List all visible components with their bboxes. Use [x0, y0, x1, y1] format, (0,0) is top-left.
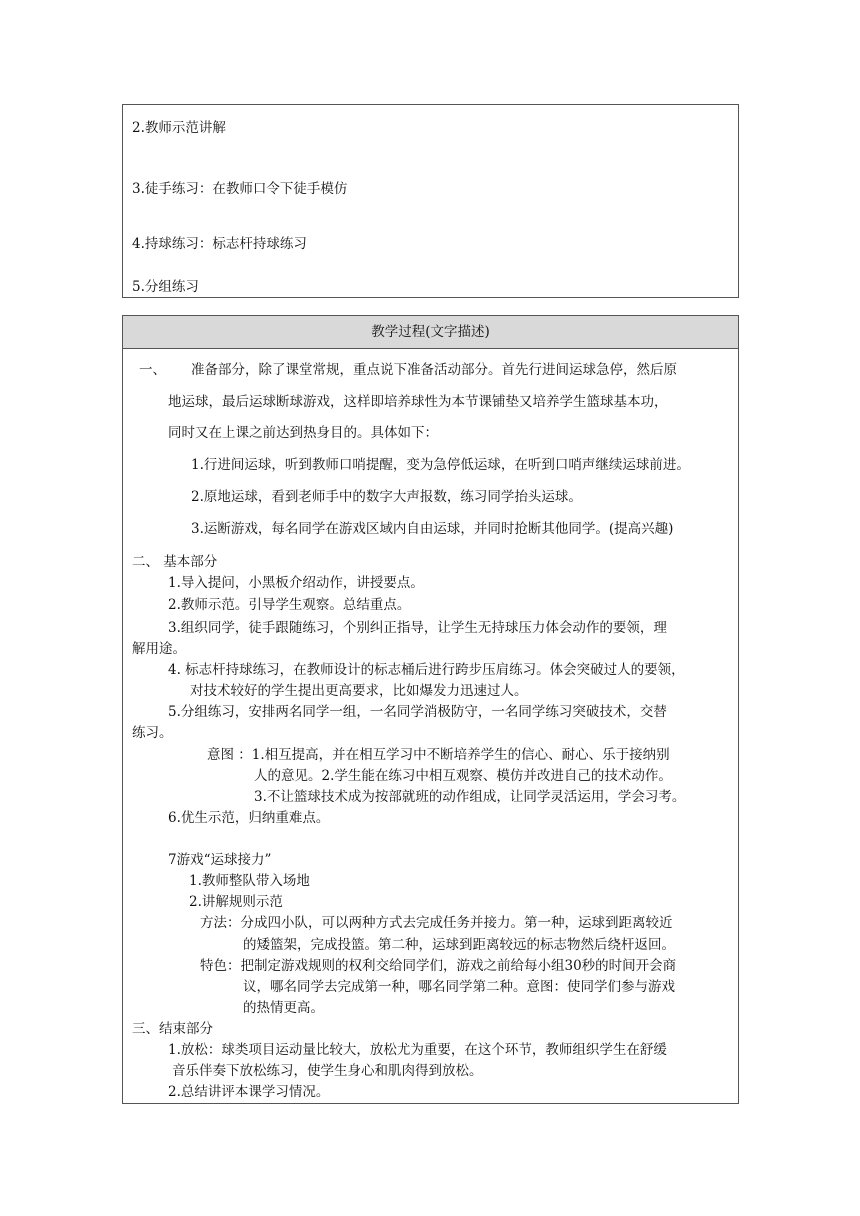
step-line: 5.分组练习: [132, 279, 199, 295]
paragraph-line: 3.不让篮球技术成为按部就班的动作组成，让同学灵活运用，学会习考。: [254, 789, 686, 805]
paragraph-line: 同时又在上课之前达到热身目的。具体如下：: [168, 425, 438, 441]
paragraph-line: 练习。: [132, 725, 173, 741]
paragraph-line: 3.运断游戏，每名同学在游戏区域内自由运球，并同时抢断其他同学。(提高兴趣): [191, 521, 674, 537]
paragraph-line: 5.分组练习，安排两名同学一组，一名同学消极防守，一名同学练习突破技术，交替: [168, 704, 667, 720]
paragraph-line: 2.教师示范。引导学生观察。总结重点。: [168, 597, 411, 613]
paragraph-line: 3.组织同学，徒手跟随练习，个别纠正指导，让学生无持球压力体会动作的要领，理: [168, 620, 667, 636]
paragraph-line: 特色：把制定游戏规则的权利交给同学们，游戏之前给每小组30秒的时间开会商: [200, 958, 677, 974]
section-heading: 三、结束部分: [132, 1021, 213, 1037]
paragraph-line: 4. 标志杆持球练习，在教师设计的标志桶后进行跨步压肩练习。体会突破过人的要领，: [168, 662, 685, 678]
paragraph-line: 1.放松：球类项目运动量比较大，放松尤为重要，在这个环节，教师组织学生在舒缓: [168, 1042, 667, 1058]
section-number: 一、: [139, 362, 166, 378]
paragraph-line: 1.教师整队带入场地: [189, 873, 310, 889]
paragraph-line: 的热情更高。: [243, 1000, 324, 1016]
paragraph-line: 地运球，最后运球断球游戏，这样即培养球性为本节课铺垫又培养学生篮球基本功，: [168, 394, 668, 410]
step-line: 4.持球练习：标志杆持球练习: [132, 236, 307, 252]
paragraph-line: 音乐伴奏下放松练习，使学生身心和肌肉得到放松。: [172, 1063, 483, 1079]
table-header: 教学过程(文字描述): [123, 316, 738, 349]
paragraph-line: 对技术较好的学生提出更高要求，比如爆发力迅速过人。: [190, 683, 528, 699]
paragraph-line: 解用途。: [132, 641, 186, 657]
paragraph-line: 1.导入提问，小黑板介绍动作，讲授要点。: [168, 575, 424, 591]
paragraph-line: 意图 ：1.相互提高，并在相互学习中不断培养学生的信心、耐心、乐于接纳别: [207, 747, 670, 763]
lesson-steps-table: [122, 104, 739, 298]
paragraph-line: 准备部分，除了课堂常规，重点说下准备活动部分。首先行进间运球急停，然后原: [191, 362, 677, 378]
paragraph-line: 2.讲解规则示范: [189, 894, 283, 910]
paragraph-line: 1.行进间运球，听到教师口哨提醒，变为急停低运球，在听到口哨声继续运球前进。: [191, 457, 690, 473]
step-line: 3.徒手练习：在教师口令下徒手模仿: [132, 181, 348, 197]
paragraph-line: 人的意见。2.学生能在练习中相互观察、模仿并改进自己的技术动作。: [254, 768, 672, 784]
paragraph-line: 议，哪名同学去完成第一种，哪名同学第二种。意图：使同学们参与游戏: [243, 979, 675, 995]
teaching-process-table: [122, 315, 739, 1104]
paragraph-line: 2.总结讲评本课学习情况。: [168, 1084, 330, 1100]
paragraph-line: 7游戏“运球接力”: [168, 852, 272, 868]
step-line: 2.教师示范讲解: [132, 120, 226, 136]
paragraph-line: 6.优生示范，归纳重难点。: [168, 810, 330, 826]
section-heading: 二、 基本部分: [132, 554, 218, 570]
paragraph-line: 2.原地运球，看到老师手中的数字大声报数，练习同学抬头运球。: [191, 489, 582, 505]
paragraph-line: 方法：分成四小队，可以两种方式去完成任务并接力。第一种，运球到距离较近: [200, 915, 673, 931]
paragraph-line: 的矮篮架，完成投篮。第二种，运球到距离较远的标志物然后绕杆返回。: [243, 937, 675, 953]
